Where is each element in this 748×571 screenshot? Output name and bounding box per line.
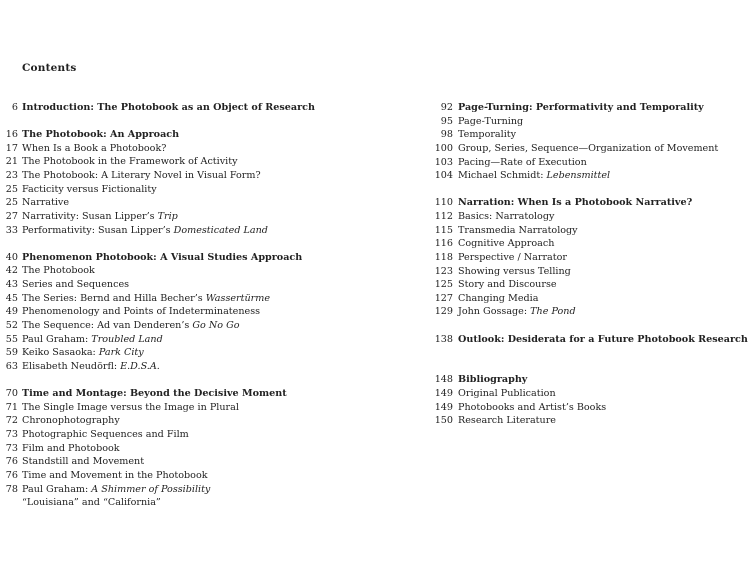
- toc-label: [458, 415, 556, 426]
- toc-page-number: 72: [5, 415, 18, 427]
- toc-label: [458, 197, 692, 208]
- toc-text: “Louisiana” and “California”: [22, 497, 161, 509]
- toc-label: [22, 470, 208, 481]
- toc-page-number: 33: [5, 224, 18, 236]
- toc-text: Narration: When Is a Photobook Narrative?: [458, 197, 693, 209]
- toc-text: Performativity: Susan Lipper’s: [22, 224, 174, 236]
- toc-page-number: 25: [5, 197, 18, 209]
- toc-page-number: 110: [434, 197, 453, 209]
- toc-section-heading: [0, 102, 315, 116]
- toc-entry: [428, 238, 714, 252]
- toc-entry: [428, 415, 714, 429]
- toc-label: [458, 293, 538, 304]
- toc-label: [458, 238, 554, 249]
- toc-text: Paul Graham:: [22, 333, 92, 345]
- toc-entry: [0, 484, 300, 498]
- toc-label: [22, 143, 166, 154]
- toc-label: [458, 334, 748, 345]
- toc-label: [22, 197, 69, 208]
- toc-text: Page-Turning: Performativity and Temporality: [458, 102, 704, 113]
- toc-label: [22, 306, 260, 317]
- toc-text: Showing versus Telling: [458, 265, 571, 277]
- toc-section-heading: [428, 102, 714, 116]
- toc-spacer: [428, 320, 714, 334]
- toc-page-number: 16: [5, 129, 18, 141]
- toc-page-number: 129: [434, 306, 453, 318]
- toc-entry: [0, 497, 300, 511]
- toc-entry: [0, 211, 300, 225]
- toc-page-number: 70: [5, 388, 18, 400]
- toc-label: [22, 279, 129, 290]
- toc-page-number: 45: [5, 292, 18, 304]
- toc-label: [22, 156, 238, 167]
- toc-page-number: 92: [440, 102, 453, 113]
- toc-label: [458, 116, 523, 127]
- toc-label: [22, 129, 179, 140]
- toc-entry: [0, 156, 300, 170]
- toc-label: [22, 347, 144, 358]
- toc-label: [22, 184, 157, 195]
- toc-page-number: 59: [5, 347, 18, 359]
- toc-text: Cognitive Approach: [458, 238, 555, 250]
- toc-entry: [0, 415, 300, 429]
- toc-entry: [428, 116, 714, 130]
- toc-page-number: 76: [5, 456, 18, 468]
- toc-entry: [0, 470, 300, 484]
- toc-entry: [0, 225, 300, 239]
- toc-page-number: 73: [5, 442, 18, 454]
- toc-entry: [0, 443, 300, 457]
- toc-page-number: 73: [5, 428, 18, 440]
- toc-page-number: 78: [5, 483, 18, 495]
- toc-text: Narrativity: Susan Lipper’s: [22, 210, 158, 222]
- toc-text: Paul Graham:: [22, 483, 92, 495]
- toc-text: John Gossage:: [458, 306, 531, 318]
- toc-label: [22, 456, 144, 467]
- toc-page-number: 116: [434, 238, 453, 250]
- toc-section-heading: [0, 251, 303, 266]
- toc-entry: [0, 361, 300, 375]
- toc-title-italic: E.D.S.A.: [120, 360, 160, 372]
- contents-title: Contents: [22, 62, 77, 74]
- toc-label: [458, 266, 571, 277]
- toc-text: Research Literature: [458, 415, 556, 427]
- toc-page-number: 104: [434, 170, 453, 182]
- toc-page-number: 52: [5, 319, 18, 331]
- toc-text: When Is a Book a Photobook?: [22, 142, 167, 154]
- toc-title-italic: Trip: [157, 210, 178, 222]
- toc-entry: [0, 197, 300, 211]
- toc-entry: [0, 334, 300, 348]
- toc-page-number: 149: [434, 401, 453, 413]
- toc-text: The Series: Bernd and Hilla Becher’s: [22, 292, 206, 304]
- toc-entry: [428, 388, 714, 402]
- toc-text: Page-Turning: [458, 115, 524, 127]
- toc-entry: [428, 170, 714, 184]
- toc-page-number: 148: [434, 374, 453, 386]
- toc-label: [22, 265, 95, 276]
- toc-label: [22, 293, 270, 304]
- toc-entry: [428, 225, 714, 239]
- toc-page-number: 43: [5, 279, 18, 291]
- toc-spacer: [428, 347, 714, 361]
- toc-text: Basics: Narratology: [458, 210, 555, 222]
- toc-page-number: 6: [11, 102, 18, 113]
- toc-entry: [0, 320, 300, 334]
- toc-label: [458, 143, 718, 154]
- toc-title-italic: The Pond: [530, 306, 576, 318]
- toc-page-number: 125: [434, 279, 453, 291]
- toc-entry: [0, 306, 300, 320]
- toc-label: [22, 361, 160, 372]
- toc-label: [458, 374, 527, 385]
- toc-section-heading: [428, 333, 748, 348]
- toc-label: [22, 225, 268, 236]
- toc-page-number: 27: [5, 210, 18, 222]
- toc-entry: [428, 142, 719, 157]
- toc-entry: [0, 265, 300, 279]
- toc-label: [458, 306, 576, 317]
- toc-page-number: 115: [434, 224, 453, 236]
- toc-page-number: 95: [440, 115, 453, 127]
- toc-title-italic: Domesticated Land: [173, 224, 268, 236]
- toc-text: The Sequence: Ad van Denderen’s: [22, 319, 193, 331]
- toc-section-heading: [0, 129, 300, 143]
- toc-text: The Photobook: [22, 265, 95, 277]
- toc-label: [22, 497, 161, 508]
- toc-title-italic: Lebensmittel: [546, 170, 611, 182]
- toc-label: [22, 252, 302, 263]
- toc-title-italic: A Shimmer of Possibility: [91, 483, 211, 495]
- toc-page-number: 118: [434, 251, 453, 263]
- toc-page-number: 138: [434, 333, 453, 345]
- toc-entry: [428, 306, 714, 320]
- toc-text: Introduction: The Photobook as an Object of Research: [22, 102, 315, 113]
- toc-entry: [0, 347, 300, 361]
- toc-page-number: 98: [440, 129, 453, 141]
- toc-text: Series and Sequences: [22, 279, 130, 291]
- toc-page-number: 17: [5, 142, 18, 154]
- toc-section-heading: [428, 374, 714, 388]
- toc-text: Pacing—Rate of Execution: [458, 156, 587, 168]
- toc-label: [22, 443, 120, 454]
- toc-text: Changing Media: [458, 292, 539, 304]
- toc-text: Facticity versus Fictionality: [22, 183, 157, 195]
- toc-text: The Photobook: A Literary Novel in Visual Form?: [22, 170, 261, 182]
- toc-entry: [0, 293, 300, 307]
- toc-label: [458, 102, 704, 113]
- toc-text: Narrative: [22, 197, 70, 209]
- toc-label: [22, 102, 315, 113]
- toc-section-heading: [428, 197, 714, 211]
- toc-entry: [428, 129, 714, 143]
- toc-page-number: 42: [5, 265, 18, 277]
- toc-label: [458, 170, 610, 181]
- toc-spacer: [428, 361, 714, 375]
- toc-title-italic: Park City: [98, 347, 144, 359]
- toc-page-number: 100: [434, 142, 453, 154]
- toc-spacer: [0, 116, 300, 130]
- toc-entry: [428, 266, 714, 280]
- toc-page-number: 63: [5, 360, 18, 372]
- toc-text: Time and Movement in the Photobook: [22, 469, 208, 481]
- toc-entry: [0, 279, 300, 293]
- toc-page-number: 127: [434, 292, 453, 304]
- toc-label: [22, 334, 163, 345]
- toc-entry: [0, 456, 300, 470]
- toc-text: Standstill and Movement: [22, 456, 145, 468]
- toc-entry: [428, 279, 714, 293]
- toc-text: Temporality: [458, 129, 517, 141]
- toc-label: [458, 252, 567, 263]
- toc-text: Photographic Sequences and Film: [22, 428, 189, 440]
- toc-label: [22, 415, 120, 426]
- toc-text: Keiko Sasaoka:: [22, 347, 99, 359]
- toc-entry: [0, 170, 300, 184]
- toc-left-column: [0, 102, 315, 511]
- toc-label: [22, 388, 287, 399]
- toc-label: [458, 211, 554, 222]
- toc-section-heading: [0, 388, 300, 402]
- toc-spacer: [0, 375, 300, 389]
- toc-text: Time and Montage: Beyond the Decisive Moment: [22, 388, 287, 400]
- toc-text: The Photobook in the Framework of Activity: [22, 156, 238, 168]
- toc-title-italic: Wassertürme: [205, 292, 271, 304]
- toc-entry: [428, 157, 714, 171]
- toc-label: [22, 320, 240, 331]
- toc-text: The Single Image versus the Image in Plural: [22, 401, 239, 413]
- toc-page-number: 21: [5, 156, 18, 168]
- toc-page-number: 23: [5, 170, 18, 182]
- toc-right-column: [428, 102, 748, 429]
- toc-text: Elisabeth Neudörfl:: [22, 360, 121, 372]
- toc-label: [22, 484, 210, 495]
- toc-entry: [428, 293, 714, 307]
- toc-page-number: 55: [5, 333, 18, 345]
- toc-text: Transmedia Narratology: [458, 224, 578, 236]
- toc-label: [458, 225, 578, 236]
- toc-label: [458, 129, 516, 140]
- toc-label: [22, 211, 178, 222]
- toc-text: Michael Schmidt:: [458, 170, 547, 182]
- toc-text: Phenomenology and Points of Indeterminateness: [22, 306, 261, 318]
- toc-text: Film and Photobook: [22, 442, 120, 454]
- toc-page-number: 25: [5, 183, 18, 195]
- toc-text: Group, Series, Sequence—Organization of Movement: [458, 142, 719, 154]
- toc-text: Chronophotography: [22, 415, 120, 427]
- toc-page-number: 149: [434, 387, 453, 399]
- toc-entry: [0, 429, 300, 443]
- toc-label: [458, 402, 606, 413]
- toc-entry: [0, 143, 300, 157]
- toc-page-number: 150: [434, 415, 453, 427]
- toc-text: The Photobook: An Approach: [22, 129, 180, 141]
- toc-text: Photobooks and Artist’s Books: [458, 401, 607, 413]
- toc-entry: [0, 402, 300, 416]
- toc-label: [458, 157, 587, 168]
- toc-text: Phenomenon Photobook: A Visual Studies Approach: [22, 251, 303, 263]
- toc-label: [22, 170, 261, 181]
- toc-entry: [428, 252, 714, 266]
- toc-page-number: 71: [5, 401, 18, 413]
- toc-label: [22, 402, 239, 413]
- toc-entry: [428, 211, 714, 225]
- toc-spacer: [0, 238, 300, 252]
- toc-text: Original Publication: [458, 387, 556, 399]
- toc-entry: [428, 402, 714, 416]
- toc-label: [458, 279, 557, 290]
- toc-page-number: 49: [5, 306, 18, 318]
- toc-text: Story and Discourse: [458, 279, 557, 291]
- toc-page-number: 40: [5, 251, 18, 263]
- toc-title-italic: Go No Go: [192, 319, 240, 331]
- toc-page-number: 103: [434, 156, 453, 168]
- toc-text: Outlook: Desiderata for a Future Photobook Research: [458, 333, 748, 345]
- toc-title-italic: Troubled Land: [91, 333, 163, 345]
- toc-text: Bibliography: [458, 374, 528, 386]
- toc-text: Perspective / Narrator: [458, 251, 567, 263]
- toc-label: [22, 429, 189, 440]
- toc-page-number: 76: [5, 469, 18, 481]
- toc-page-number: 123: [434, 265, 453, 277]
- toc-entry: [0, 184, 300, 198]
- toc-page-number: 112: [434, 210, 453, 222]
- toc-label: [458, 388, 556, 399]
- toc-spacer: [428, 184, 714, 198]
